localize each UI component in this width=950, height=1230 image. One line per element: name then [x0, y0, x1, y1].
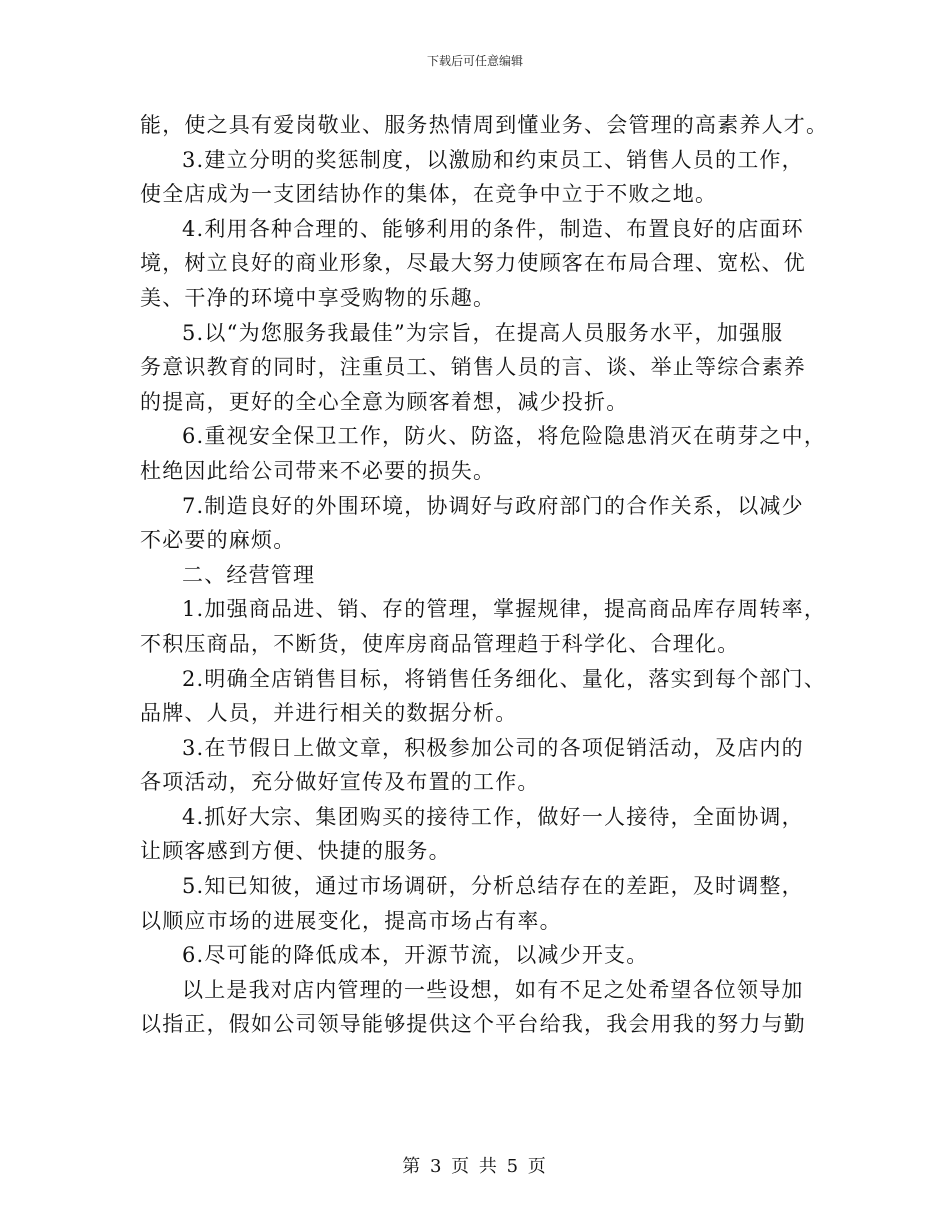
paragraph-line: 品牌、人员，并进行相关的数据分析。 — [140, 701, 518, 726]
paragraph-line: 让顾客感到方便、快捷的服务。 — [140, 839, 451, 864]
paragraph-line: 5.知已知彼，通过市场调研，分析总结存在的差距，及时调整， — [182, 874, 804, 899]
paragraph-line: 境，树立良好的商业形象，尽最大努力使顾客在布局合理、宽松、优 — [140, 251, 806, 276]
paragraph-line: 7.制造良好的外围环境，协调好与政府部门的合作关系，以减少 — [182, 493, 804, 518]
paragraph-line: 2.明确全店销售目标，将销售任务细化、量化，落实到每个部门、 — [182, 666, 827, 691]
paragraph-line: 的提高，更好的全心全意为顾客着想，减少投折。 — [140, 389, 629, 414]
document-body — [140, 108, 829, 1042]
paragraph-line: 美、干净的环境中享受购物的乐趣。 — [140, 285, 496, 310]
paragraph-line: 杜绝因此给公司带来不必要的损失。 — [140, 458, 496, 483]
paragraph-line: 以顺应市场的进展变化，提高市场占有率。 — [140, 908, 562, 933]
paragraph-line: 各项活动，充分做好宣传及布置的工作。 — [140, 770, 540, 795]
paragraph-line: 不必要的麻烦。 — [140, 528, 296, 553]
paragraph-line: 6.尽可能的降低成本，开源节流，以减少开支。 — [182, 943, 649, 968]
paragraph-line: 4.抓好大宗、集团购买的接待工作，做好一人接待，全面协调， — [182, 804, 804, 829]
paragraph-line: 3.建立分明的奖惩制度，以激励和约束员工、销售人员的工作， — [182, 147, 804, 172]
paragraph-line: 使全店成为一支团结协作的集体，在竞争中立于不败之地。 — [140, 182, 718, 207]
paragraph-line: 不积压商品，不断货，使库房商品管理趋于科学化、合理化。 — [140, 631, 740, 656]
page-number-footer: 第 3 页 共 5 页 — [402, 1156, 548, 1177]
paragraph-line: 1.加强商品进、销、存的管理，掌握规律，提高商品库存周转率， — [182, 597, 827, 622]
section-heading: 二、经营管理 — [182, 562, 316, 587]
page-header: 下载后可任意编辑 — [426, 54, 523, 68]
paragraph-line: 4.利用各种合理的、能够利用的条件，制造、布置良好的店面环 — [182, 216, 804, 241]
paragraph-line: 3.在节假日上做文章，积极参加公司的各项促销活动，及店内的 — [182, 735, 804, 760]
paragraph-line: 务意识教育的同时，注重员工、销售人员的言、谈、举止等综合素养 — [140, 355, 806, 380]
paragraph-line: 以上是我对店内管理的一些设想，如有不足之处希望各位领导加 — [182, 977, 804, 1002]
paragraph-line: 6.重视安全保卫工作，防火、防盗，将危险隐患消灭在萌芽之中， — [182, 424, 827, 449]
paragraph-line: 以指正，假如公司领导能够提供这个平台给我，我会用我的努力与勤 — [140, 1012, 806, 1037]
paragraph-line: 5.以“为您服务我最佳”为宗旨，在提高人员服务水平，加强服 — [182, 320, 784, 345]
paragraph-line: 能，使之具有爱岗敬业、服务热情周到懂业务、会管理的高素养人才。 — [140, 113, 829, 137]
